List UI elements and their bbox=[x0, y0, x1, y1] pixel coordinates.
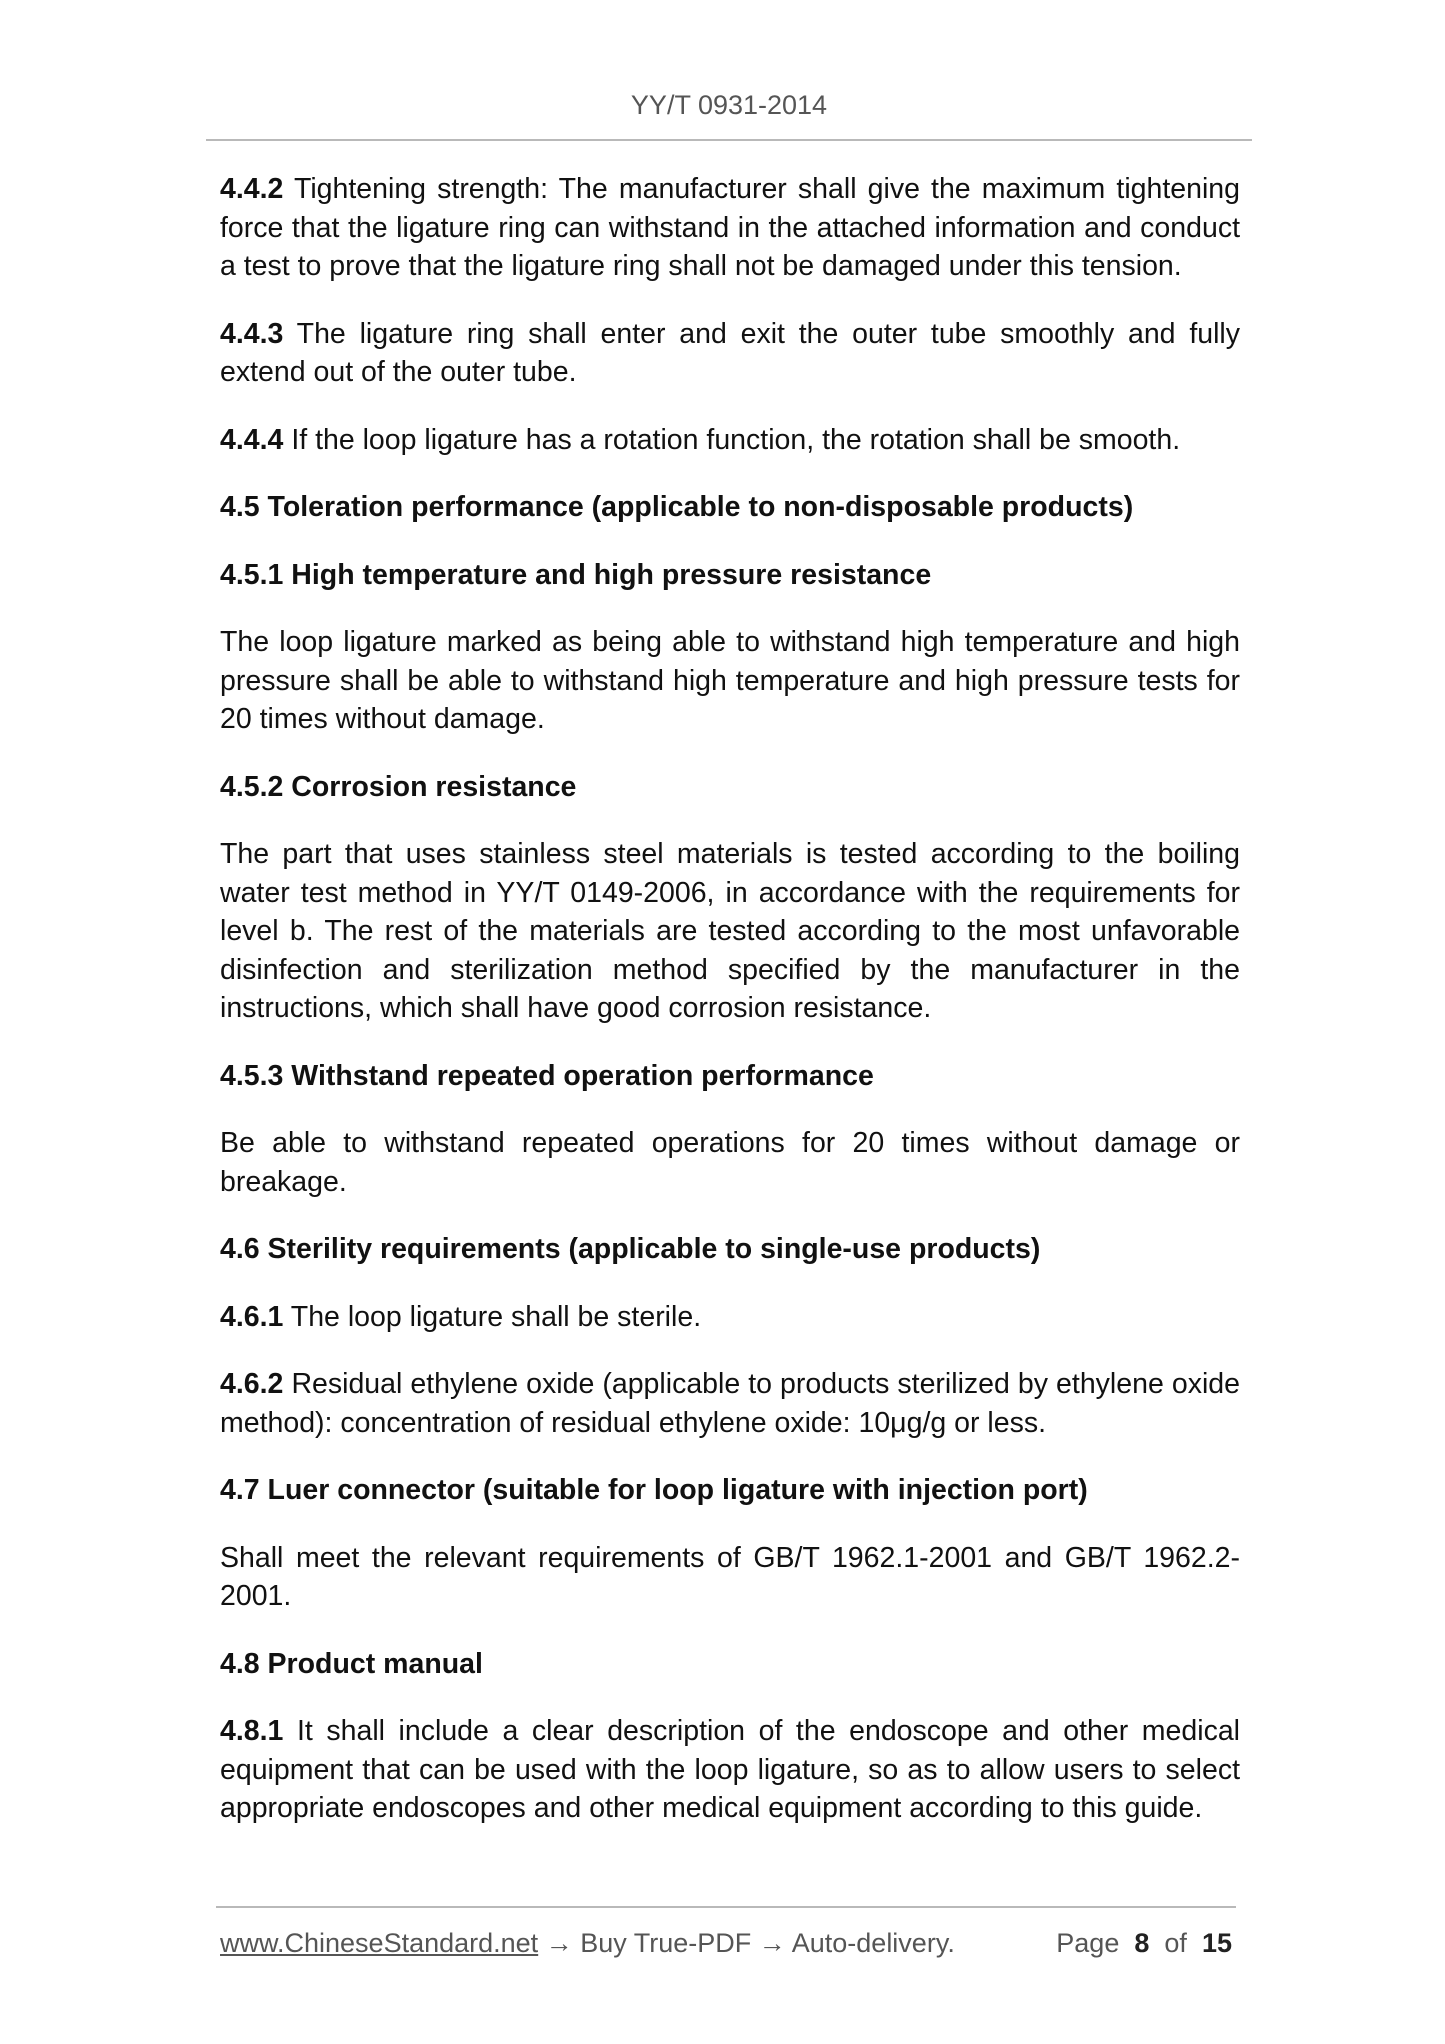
clause-number: 4.4.3 bbox=[220, 317, 284, 350]
clause-4-4-2 bbox=[220, 170, 1240, 286]
section-heading-4-7: 4.7 Luer connector (suitable for loop ligature with injection port) bbox=[220, 1474, 1088, 1506]
section-heading-4-5-1: 4.5.1 High temperature and high pressure resistance bbox=[220, 558, 932, 591]
page-label: Page bbox=[1056, 1928, 1120, 1958]
paragraph-4-5-2: The part that uses stainless steel materials is tested according to the boiling water test method in YY/T 0149-2006, in accordance with the requirements for level b. The rest of the materials are tested according to the most unfavorable disinfection and sterilization method specified by the manufacturer in the instructions, which shall have good corrosion resistance. bbox=[220, 838, 1240, 1024]
clause-number: 4.6.2 bbox=[220, 1368, 284, 1400]
footer-left bbox=[220, 1928, 955, 1959]
page-indicator bbox=[1056, 1928, 1232, 1959]
paragraph-4-7: Shall meet the relevant requirements of GB/T 1962.1-2001 and GB/T 1962.2-2001. bbox=[220, 1541, 1240, 1612]
clause-4-4-3 bbox=[220, 315, 1240, 392]
section-heading-4-8: 4.8 Product manual bbox=[220, 1647, 483, 1680]
clause-text: The loop ligature shall be sterile. bbox=[290, 1300, 702, 1333]
clause-text: The ligature ring shall enter and exit the outer tube smoothly and fully extend out of the outer tube. bbox=[220, 317, 1240, 388]
clause-4-6-1 bbox=[220, 1298, 1240, 1337]
clause-text: It shall include a clear description of the endoscope and other medical equipment that can be used with the loop ligature, so as to allow users to select appropriate endoscopes and other medical equipment according to this guide. bbox=[220, 1715, 1241, 1824]
clause-number: 4.4.4 bbox=[220, 423, 284, 456]
clause-4-8-1 bbox=[220, 1712, 1240, 1828]
clause-4-4-4 bbox=[220, 421, 1240, 460]
page-current: 8 bbox=[1134, 1928, 1150, 1958]
website-link[interactable]: www.ChineseStandard.net bbox=[220, 1928, 539, 1958]
of-label: of bbox=[1164, 1928, 1187, 1958]
section-heading-4-5: 4.5 Toleration performance (applicable to non-disposable products) bbox=[220, 491, 1134, 523]
section-heading-4-5-2: 4.5.2 Corrosion resistance bbox=[220, 770, 577, 803]
page-footer bbox=[220, 1928, 1232, 1959]
page-total: 15 bbox=[1201, 1928, 1232, 1958]
clause-4-6-2 bbox=[220, 1365, 1240, 1442]
section-heading-4-5-3: 4.5.3 Withstand repeated operation performance bbox=[220, 1059, 874, 1092]
document-body bbox=[220, 170, 1240, 1857]
clause-text: Tightening strength: The manufacturer shall give the maximum tightening force that the ligature ring can withstand in the attached information and conduct a test to prove that the ligature ring shall not be damaged under this tension. bbox=[220, 173, 1241, 282]
page-header: YY/T 0931-2014 bbox=[630, 90, 828, 120]
footer-divider bbox=[216, 1906, 1236, 1908]
header-divider bbox=[206, 139, 1252, 141]
paragraph-4-5-3: Be able to withstand repeated operations for 20 times without damage or breakage. bbox=[220, 1127, 1240, 1198]
section-heading-4-6: 4.6 Sterility requirements (applicable to single-use products) bbox=[220, 1233, 1041, 1265]
footer-tagline: → Buy True-PDF → Auto-delivery. bbox=[538, 1928, 955, 1958]
clause-text: Residual ethylene oxide (applicable to products sterilized by ethylene oxide method): concentration of residual ethylene oxide: 10μg/g or less. bbox=[220, 1368, 1240, 1439]
paragraph-4-5-1: The loop ligature marked as being able to withstand high temperature and high pressure shall be able to withstand high temperature and high pressure tests for 20 times without damage. bbox=[220, 626, 1240, 735]
clause-text: If the loop ligature has a rotation function, the rotation shall be smooth. bbox=[291, 423, 1181, 456]
clause-number: 4.4.2 bbox=[220, 173, 284, 205]
clause-number: 4.6.1 bbox=[220, 1300, 284, 1333]
clause-number: 4.8.1 bbox=[220, 1715, 284, 1747]
